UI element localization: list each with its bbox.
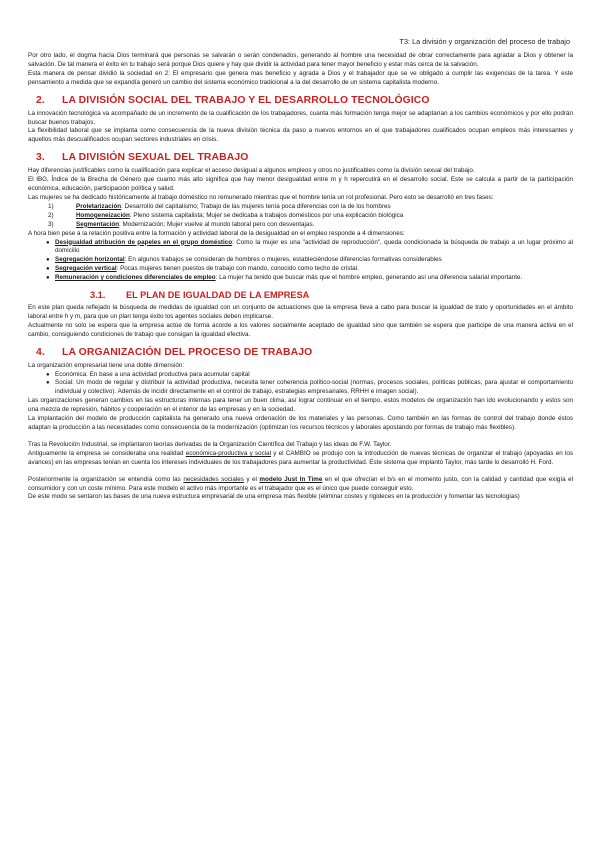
- section-4-paragraph-1: Las organizaciones generan cambios en las estructuras internas para tener un buen clima, así lograr continuar en el tiempo, estos modelos de organización han ido evolucionando y estos son una mezcla de represión, hábitos y cooperación en el interior de las empresas y en la sociedad.: [28, 397, 573, 414]
- bullet-icon: ●: [46, 266, 50, 273]
- section-2-number: 2.: [36, 94, 45, 106]
- underlined-term: modelo Just In Time: [259, 475, 323, 483]
- phase-item: 3) Segmentación: Modernización; Mujer vuelve al mundo laboral pero con desventajas.: [48, 220, 315, 228]
- spacer: [28, 433, 573, 441]
- phase-item: 2) Homogeneización: Pleno sistema capitalista; Mujer se dedicaba a trabajos domésticos por una explicación biológica: [48, 211, 404, 219]
- bullet-icon: ●: [46, 275, 50, 282]
- phase-term: Proletarización: [76, 202, 122, 210]
- section-3-title: LA DIVISIÓN SEXUAL DEL TRABAJO: [62, 152, 249, 164]
- section-3-1-number: 3.1.: [90, 290, 106, 301]
- section-3-paragraph-2: El IBG, Índice de la Brecha de Género que cuanto más alto significa que hay menor desigualdad entre m y h repercutirá en el desarrollo social. Este se calcula a partir de la participación económica, educación, participación política y salud.: [28, 176, 573, 193]
- section-3-paragraph-3: Las mujeres se ha dedicado históricamente al trabajo doméstico no remunerado mientras que el hombre tenía un rol profesional. Pero esto se desarrolló en tres fases:: [28, 193, 494, 201]
- section-3-1-heading: [90, 289, 573, 301]
- section-3-1-paragraph-1: En este plan queda reflejado la búsqueda de medidas de igualdad con un conjunto de actuaciones que la empresa lleva a cabo para buscar la igualdad de trato y oportunidades en el ámbito laboral entre h y m, para que un plan tenga éxito los agentes sociales deben implicarse.: [28, 304, 573, 320]
- list-item: ● Económica: En base a una actividad productiva para acumular capital: [46, 370, 250, 378]
- list-item: ● Desigualdad atribución de papeles en el grupo doméstico: Como la mujer es una "actividad de reproducción", queda condicionada la búsqueda de trabajo a un lugar próximo al domicilio: [46, 238, 573, 255]
- list-item: ● Segregación horizontal: En algunos trabajos se consideran de hombres o mujeres, estableciéndose diferencias formativas considerables: [46, 256, 442, 264]
- intro-paragraph-2: Esta manera de pensar dividió la sociedad en 2: El empresario que genera mas beneficio y agrada a Dios y el trabajador que se ve obligado a cumplir las exigencias de la tarea. Y este pensamiento a medida que se expandía generó un cambio del sistema económico tradicional a la del desarrollo de un sistema capitalista moderno.: [28, 69, 573, 86]
- list-item: ● Social: Un modo de regular y distribuir la actividad productiva, necesita tener coherencia político-social (normas, procesos sociales, políticas públicas, para ajustar el comportamiento individual y colectivo). Además de incidir directamente en el control de trabajo, estrategias empresariales, RRHH e imagen social).: [46, 379, 573, 396]
- phase-item: 1) Proletarización: Desarrollo del capitalismo; Trabajo de las mujeres tenía poca diferencias con la de los hombres: [48, 202, 391, 210]
- list-item: ● Segregación vertical: Pocas mujeres tienen puestos de trabajo con mando, conocido como techo de cristal.: [46, 265, 359, 273]
- organization-dimensions-list: [28, 371, 573, 398]
- document-body: [28, 52, 573, 502]
- section-2-heading: [28, 94, 573, 107]
- section-3-paragraph-1: Hay diferencias justificables como la cualificación para explicar el acceso desigual a algunos empleos y otros no justificables como la división sexual del trabajo.: [28, 167, 475, 175]
- section-4-paragraph-2: La implantación del modelo de producción capitalista ha generado una nueva ordenación de los materiales y las personas. Como también en las formas de control del trabajo donde éstos adaptan la producción a las necesidades como consecuencia de la modernización (optimizan los recursos técnicos y laborales apostando por formas de trabajo más flexibles).: [28, 415, 573, 431]
- phases-list: [28, 203, 573, 230]
- section-3-1-paragraph-2: Actualmente no solo se espera que la empresa actúe de forma acorde a los valores socialmente aceptado de igualdad sino que también se espera que participe de una manera activa en el cambio, consiguiendo condiciones de trabajo que consigan la igualdad efectiva.: [28, 321, 573, 338]
- bullet-icon: ●: [46, 257, 50, 264]
- taylor-paragraph: Antiguamente la empresa se consideraba una realidad económica-productiva y social y el CAMBIO se produjo con la introducción de nuevas técnicas de organizar el trabajo (apoyadas en los avances) en las empresas tenían en cuenta los intereses individuales de los trabajadores para aumentar la productividad. Este sistema que implantó Taylor, más tarde lo desarrolló H. Ford.: [28, 449, 573, 466]
- section-4-heading: [28, 346, 573, 359]
- phase-term: Segmentación: [76, 220, 120, 228]
- jit-paragraph: Posteriormente la organización se entendía como las necesidades sociales y el modelo Just In Time en el que ofrecían el b/s en el momento justo, con la calidad y cantidad que exigía el consumidor y con un coste mínimo. Para este modelo el activo más importante es el trabajador que es el único que puede conseguir esto.: [28, 475, 573, 492]
- section-2-paragraph-2: La flexibilidad laboral que se implanta como consecuencia de la nueva división técnica da paso a nuevos entornos en el que trabajadores cualificados ocupan empleos más interesantes y aquellos más descualificados ocupan sectores industriales en crisis.: [28, 127, 573, 144]
- section-3-number: 3.: [36, 152, 45, 164]
- phase-term: Homogeneización: [76, 211, 130, 219]
- section-2-paragraph-1: La innovación tecnológica va acompañado de un incremento de la cualificación de los trabajadores, cuanta más formación tenga mejor se adaptarían a los cambios económicos y por ello podrán buscar buenos trabajos.: [28, 109, 573, 126]
- taylor-intro: Tras la Revolución Industrial, se implantaron teorías derivadas de la Organización Científica del Trabajo y las ideas de F.W. Taylor.: [28, 440, 392, 448]
- bullet-icon: ●: [46, 380, 50, 387]
- intro-paragraph-1: Por otro lado, el dogma hacía Dios terminará que personas se salvarán o serán condenados, generando al hombre una necesidad de obrar correctamente para agradar a Dios y obtener la salvación. De tal manera el éxito en tu trabajo será porque Dios quiere y hay que dividir la actividad para tener mayor beneficio y estar más cerca de la salvación.: [28, 52, 573, 68]
- spacer: [28, 468, 573, 476]
- closing-paragraph: De este modo se sentaron las bases de una nueva estructura empresarial de una empresa más flexible (eliminar costes y rigideces en la producción y fomentar las tecnologías): [28, 493, 520, 501]
- section-4-title: LA ORGANIZACIÓN DEL PROCESO DE TRABAJO: [62, 346, 313, 358]
- section-3-heading: [28, 151, 573, 164]
- section-3-dimensions-lead: A hora bien pese a la relación positiva entre la formación y actividad laboral de la desigualdad en el empleo responde a 4 dimensiones:: [28, 229, 405, 237]
- running-header: T3: La división y organización del proceso de trabajo: [399, 37, 570, 46]
- section-2-title: LA DIVISIÓN SOCIAL DEL TRABAJO Y EL DESARROLLO TECNOLÓGICO: [62, 94, 430, 106]
- underlined-term: necesidades sociales: [183, 475, 244, 483]
- section-4-number: 4.: [36, 346, 45, 358]
- bullet-icon: ●: [46, 239, 50, 246]
- inequality-dimensions-list: [28, 239, 573, 284]
- section-4-lead: La organización empresarial tiene una doble dimensión:: [28, 361, 185, 369]
- list-item: ● Remuneración y condiciones diferenciales de empleo: La mujer ha tenido que buscar más que el hombre empleo, generando así una diferencia salarial importante.: [46, 274, 523, 282]
- section-3-1-title: EL PLAN DE IGUALDAD DE LA EMPRESA: [126, 290, 310, 301]
- bullet-icon: ●: [46, 371, 50, 378]
- underlined-term: económica-productiva y social: [185, 449, 272, 457]
